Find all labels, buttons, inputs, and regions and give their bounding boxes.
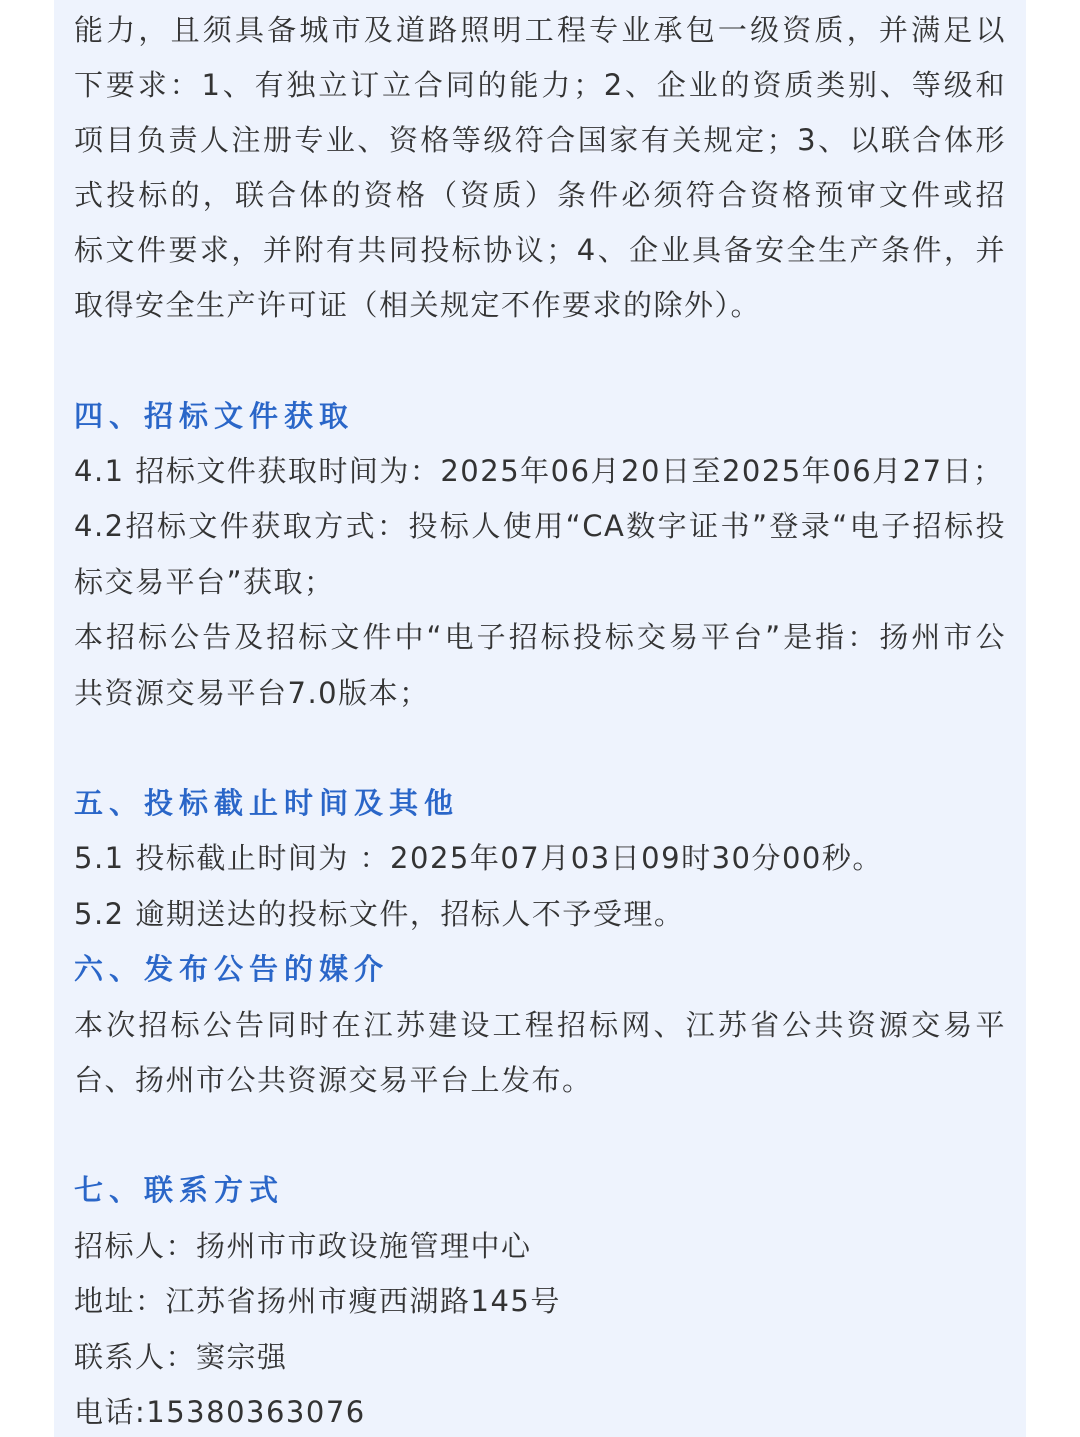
section-heading-document-acquisition: 四、招标文件获取 <box>74 399 355 433</box>
qualification-line: 下要求：1、有独立订立合同的能力；2、企业的资质类别、等级和 <box>74 68 1006 102</box>
section-heading-contact: 七、联系方式 <box>74 1173 285 1207</box>
section-heading-bid-deadline: 五、投标截止时间及其他 <box>74 786 460 820</box>
section-heading-publication-media: 六、发布公告的媒介 <box>74 952 390 986</box>
qualification-line: 标文件要求，并附有共同投标协议；4、企业具备安全生产条件，并 <box>74 233 1006 267</box>
qualification-line: 取得安全生产许可证（相关规定不作要求的除外）。 <box>74 288 762 322</box>
section6-line: 台、扬州市公共资源交易平台上发布。 <box>74 1063 593 1097</box>
section4-line: 4.1 招标文件获取时间为：2025年06月20日至2025年06月27日； <box>74 454 1004 488</box>
section4-line: 本招标公告及招标文件中“电子招标投标交易平台”是指：扬州市公 <box>74 620 1006 654</box>
contact-person: 联系人：窦宗强 <box>74 1340 288 1374</box>
contact-phone: 电话:15380363076 <box>74 1395 366 1429</box>
content-panel <box>54 0 1026 1437</box>
qualification-line: 能力，且须具备城市及道路照明工程专业承包一级资质，并满足以 <box>74 13 1006 47</box>
section6-line: 本次招标公告同时在江苏建设工程招标网、江苏省公共资源交易平 <box>74 1008 1006 1042</box>
section4-line: 标交易平台”获取； <box>74 565 335 599</box>
section5-line: 5.2 逾期送达的投标文件，招标人不予受理。 <box>74 897 685 931</box>
contact-address: 地址：江苏省扬州市瘦西湖路145号 <box>74 1284 561 1318</box>
contact-tenderer: 招标人：扬州市市政设施管理中心 <box>74 1229 532 1263</box>
qualification-line: 项目负责人注册专业、资格等级符合国家有关规定；3、以联合体形 <box>74 123 1006 157</box>
section5-line: 5.1 投标截止时间为 ：2025年07月03日09时30分00秒。 <box>74 841 883 875</box>
section4-line: 共资源交易平台7.0版本； <box>74 676 430 710</box>
section4-line: 4.2招标文件获取方式：投标人使用“CA数字证书”登录“电子招标投 <box>74 509 1006 543</box>
qualification-line: 式投标的，联合体的资格（资质）条件必须符合资格预审文件或招 <box>74 178 1006 212</box>
